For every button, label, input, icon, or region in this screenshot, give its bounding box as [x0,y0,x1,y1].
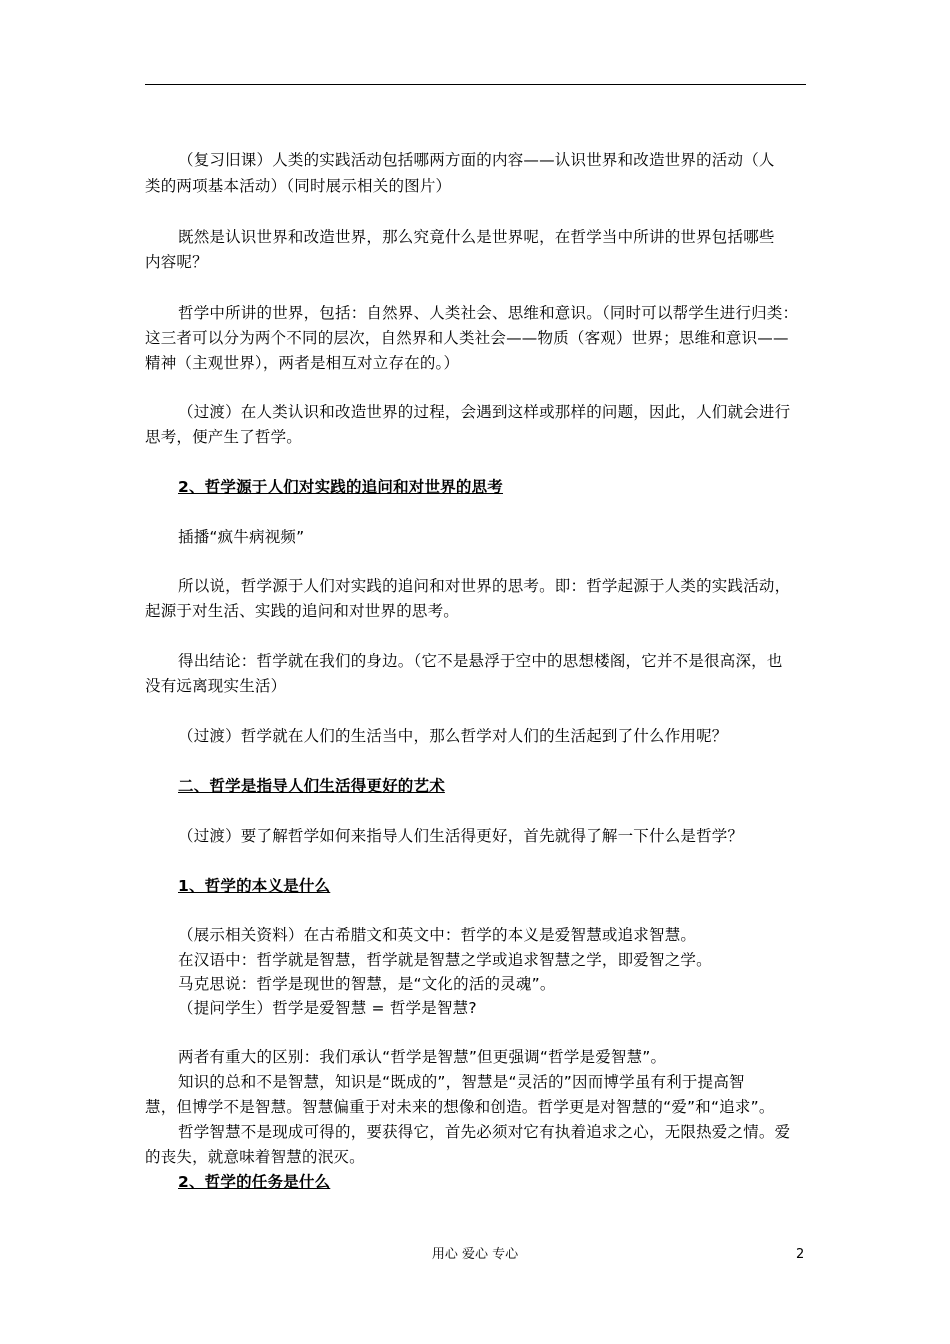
paragraph-love-of-wisdom-line-2: 的丧失，就意味着智慧的泯灭。 [145,1148,365,1166]
section-heading-meaning: 1、哲学的本义是什么 [178,877,331,895]
footer-motto: 用心 爱心 专心 [431,1247,519,1262]
section-heading-art-of-living: 二、哲学是指导人们生活得更好的艺术 [178,777,445,795]
paragraph-origin-line-2: 起源于对生活、实践的追问和对世界的思考。 [145,602,460,620]
paragraph-meaning-line-4: （提问学生）哲学是爱智慧 = 哲学是智慧? [178,999,477,1017]
paragraph-meaning-line-3: 马克思说：哲学是现世的智慧，是“文化的活的灵魂”。 [178,975,556,993]
paragraph-world-definition-line-2: 这三者可以分为两个不同的层次，自然界和人类社会——物质（客观）世界；思维和意识—— [145,329,789,347]
paragraph-world-definition-line-3: 精神（主观世界），两者是相互对立存在的。） [145,354,460,372]
paragraph-knowledge-line-2: 慧，但博学不是智慧。智慧偏重于对未来的想像和创造。哲学更是对智慧的“爱”和“追求”。 [145,1098,775,1116]
paragraph-transition-line-1: （过渡）在人类认识和改造世界的过程，会遇到这样或那样的问题，因此，人们就会进行 [178,403,791,421]
paragraph-what-is-philosophy: （过渡）要了解哲学如何来指导人们生活得更好，首先就得了解一下什么是哲学？ [178,827,744,845]
paragraph-world-question-line-1: 既然是认识世界和改造世界，那么究竟什么是世界呢，在哲学当中所讲的世界包括哪些 [178,228,775,246]
header-rule [145,84,806,85]
paragraph-review-line-2: 类的两项基本活动）（同时展示相关的图片） [145,177,452,195]
paragraph-video-note: 插播“疯牛病视频” [178,528,305,546]
paragraph-love-of-wisdom-line-1: 哲学智慧不是现成可得的，要获得它，首先必须对它有执着追求之心，无限热爱之情。爱 [178,1123,791,1141]
paragraph-transition-line-2: 思考，便产生了哲学。 [145,428,303,446]
paragraph-origin-line-1: 所以说，哲学源于人们对实践的追问和对世界的思考。即：哲学起源于人类的实践活动， [178,577,791,595]
section-heading-origin: 2、哲学源于人们对实践的追问和对世界的思考 [178,478,503,496]
section-heading-task: 2、哲学的任务是什么 [178,1173,331,1191]
paragraph-conclusion-line-2: 没有远离现实生活） [145,677,287,695]
page-number: 2 [796,1247,805,1262]
paragraph-difference: 两者有重大的区别：我们承认“哲学是智慧”但更强调“哲学是爱智慧”。 [178,1048,667,1066]
paragraph-role-question: （过渡）哲学就在人们的生活当中，那么哲学对人们的生活起到了什么作用呢？ [178,727,728,745]
paragraph-conclusion-line-1: 得出结论：哲学就在我们的身边。（它不是悬浮于空中的思想楼阁，它并不是很高深，也 [178,652,783,670]
paragraph-meaning-line-1: （展示相关资料）在古希腊文和英文中：哲学的本义是爱智慧或追求智慧。 [178,926,697,944]
paragraph-review-line-1: （复习旧课）人类的实践活动包括哪两方面的内容——认识世界和改造世界的活动（人 [178,151,775,169]
paragraph-knowledge-line-1: 知识的总和不是智慧，知识是“既成的”，智慧是“灵活的”因而博学虽有利于提高智 [178,1073,745,1091]
paragraph-world-definition-line-1: 哲学中所讲的世界，包括：自然界、人类社会、思维和意识。（同时可以帮学生进行归类： [178,304,799,322]
paragraph-meaning-line-2: 在汉语中：哲学就是智慧，哲学就是智慧之学或追求智慧之学，即爱智之学。 [178,951,712,969]
paragraph-world-question-line-2: 内容呢？ [145,253,208,271]
